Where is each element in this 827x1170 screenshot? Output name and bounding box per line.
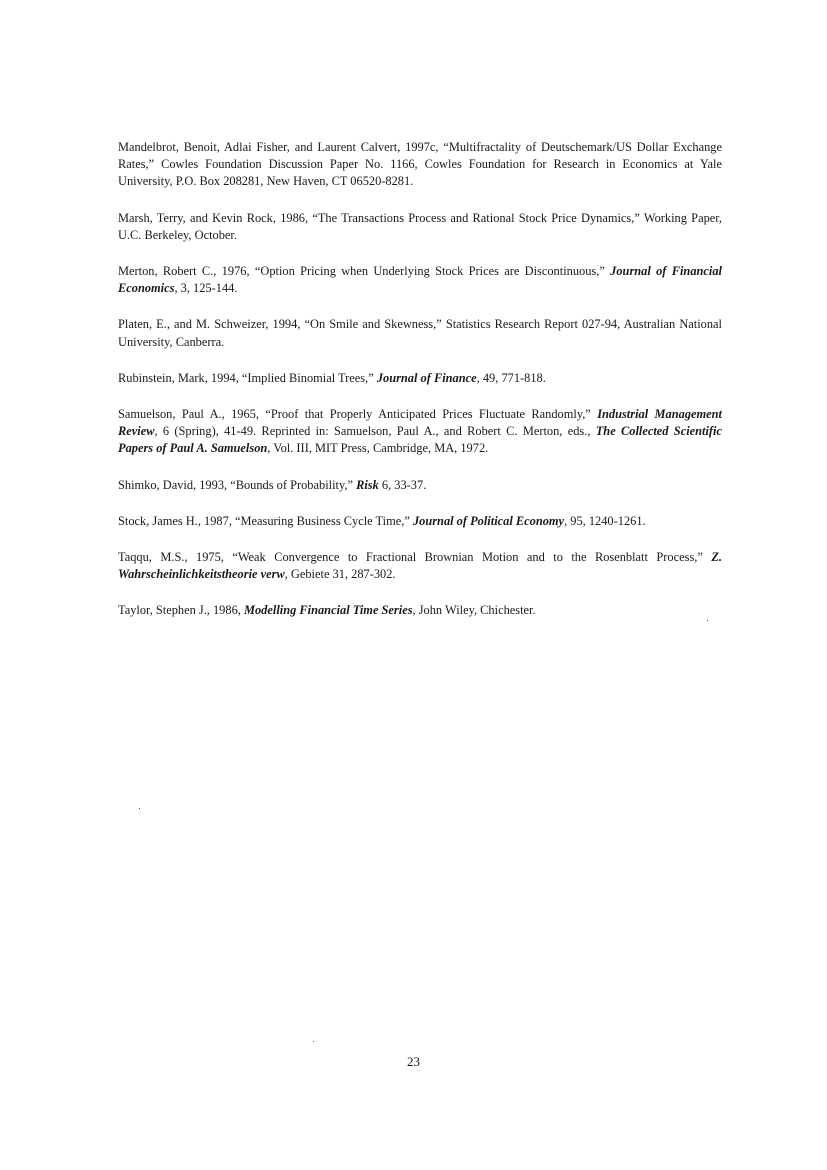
reference-text: Samuelson, Paul A., 1965, “Proof that Properly Anticipated Prices Fluctuate Randomly,” [118, 407, 598, 422]
reference-text: Shimko, David, 1993, “Bounds of Probability,” [118, 477, 357, 492]
reference-text: , 49, 771-818. [476, 370, 546, 385]
reference-text: Platen, E., and M. Schweizer, 1994, “On Smile and Skewness,” Statistics Research Report 027-94, Australian National University, Canberra. [118, 317, 722, 349]
reference-list [118, 139, 722, 639]
reference-text: Marsh, Terry, and Kevin Rock, 1986, “The Transactions Process and Rational Stock Price Dynamics,” Working Paper, U.C. Berkeley, October. [118, 210, 722, 242]
reference-text: , John Wiley, Chichester. [412, 603, 536, 618]
reference-text: , Vol. III, MIT Press, Cambridge, MA, 1972. [267, 441, 489, 456]
reference-text: Taqqu, M.S., 1975, “Weak Convergence to Fractional Brownian Motion and to the Rosenblatt Process,” [118, 550, 712, 565]
reference-title: Modelling Financial Time Series [243, 603, 413, 618]
reference-text: , Gebiete 31, 287-302. [284, 567, 396, 582]
reference-title: Journal of Finance [376, 370, 477, 385]
scan-speck [313, 1041, 314, 1042]
reference-entry [118, 370, 722, 387]
reference-title: Journal of Financial Economics [118, 264, 722, 296]
page-number: 23 [407, 1054, 420, 1069]
scan-speck [139, 808, 140, 809]
reference-text: , 3, 125-144. [174, 281, 238, 296]
reference-title: The Collected Scientific Papers of Paul A. Samuelson [118, 424, 722, 456]
reference-title: Journal of Political Economy [412, 513, 565, 528]
reference-text: Mandelbrot, Benoit, Adlai Fisher, and Laurent Calvert, 1997c, “Multifractality of Deutschemark/US Dollar Exchange Rates,” Cowles Foundation Discussion Paper No. 1166, Cowles Foundation for Research in Economics at Yale University, P.O. Box 208281, New Haven, CT 06520-8281. [118, 140, 722, 189]
reference-entry [118, 316, 722, 350]
reference-text: Taylor, Stephen J., 1986, [118, 603, 244, 618]
reference-text: Stock, James H., 1987, “Measuring Business Cycle Time,” [118, 513, 413, 528]
reference-title: Industrial Management Review [118, 407, 722, 439]
scan-speck [707, 620, 708, 621]
reference-entry [118, 602, 722, 619]
reference-text: 6, 33-37. [378, 477, 427, 492]
reference-text: , 95, 1240-1261. [564, 513, 646, 528]
reference-text: Merton, Robert C., 1976, “Option Pricing when Underlying Stock Prices are Discontinuous,” [118, 264, 611, 279]
reference-entry [118, 513, 722, 530]
reference-entry [118, 477, 722, 494]
reference-entry [118, 406, 722, 458]
reference-entry [118, 210, 722, 244]
reference-entry [118, 139, 722, 191]
reference-text: , 6 (Spring), 41-49. Reprinted in: Samuelson, Paul A., and Robert C. Merton, eds., [154, 424, 596, 439]
reference-title: Z. Wahrscheinlichkeitstheorie verw [118, 550, 722, 582]
reference-text: Rubinstein, Mark, 1994, “Implied Binomial Trees,” [118, 370, 377, 385]
reference-entry [118, 549, 722, 583]
reference-title: Risk [356, 477, 379, 492]
reference-entry [118, 263, 722, 297]
